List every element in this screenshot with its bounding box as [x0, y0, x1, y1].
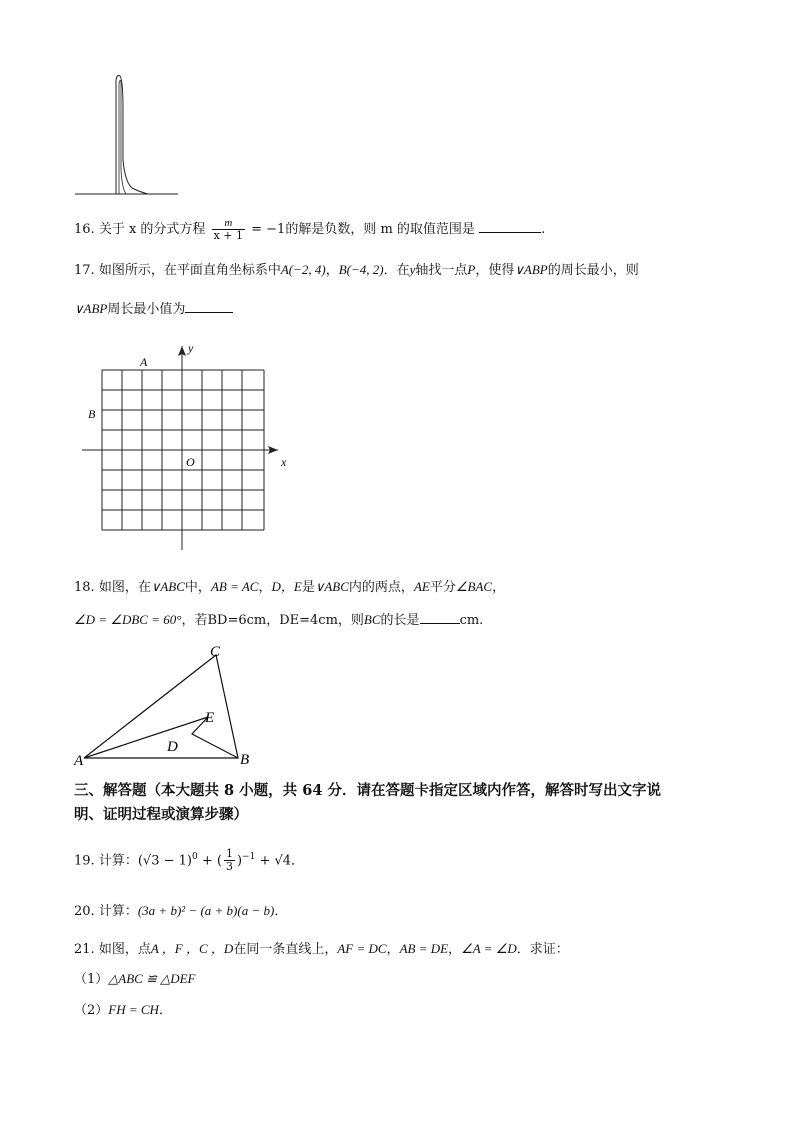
- q17-point-b: B(−4, 2): [338, 262, 384, 277]
- label-x: x: [281, 455, 287, 469]
- q20-number: 20.: [74, 904, 95, 919]
- q17-text-d: ，使得: [475, 263, 515, 278]
- q18-angle-eq: ∠D = ∠DBC = 60°: [74, 612, 182, 627]
- q19-expr-a: (√3 − 1): [137, 853, 192, 869]
- q21-points: A ，F ，C ，D: [150, 941, 234, 956]
- q18-text-e: 内的两点，: [348, 580, 414, 595]
- q18-unit: cm.: [459, 613, 484, 628]
- q18-lengths: BD=6cm，DE=4cm: [207, 613, 338, 628]
- q21-part-2-end: ．: [158, 1003, 172, 1018]
- q21-number: 21.: [74, 942, 95, 957]
- q17-y-var: y: [409, 262, 416, 277]
- q19-exp-neg1: −1: [242, 852, 256, 862]
- q19-expr-c: + √4: [255, 853, 292, 869]
- point-d: D: [167, 739, 178, 755]
- label-o: O: [186, 455, 195, 469]
- inner-path-a-e-d-b: [84, 717, 238, 758]
- q17-triangle-2: ∨ABP: [74, 301, 108, 316]
- q19-fraction: [224, 848, 235, 873]
- q20-text-pre: 计算：: [98, 904, 138, 919]
- q17-answer-blank[interactable]: [185, 298, 233, 313]
- q17-text-e: 的周长最小，则: [547, 263, 639, 278]
- q17-sep: ，: [325, 263, 339, 278]
- question-21-part-1: [74, 970, 196, 989]
- q18-text-l2c: ，则: [337, 613, 364, 628]
- q18-points-de: D，E: [271, 579, 302, 594]
- section-3-line-1: 三、解答题（本大题共 8 小题，共 64 分．请在答题卡指定区域内作答，解答时写出文字说: [74, 782, 661, 799]
- q18-text-b: 中，: [184, 580, 211, 595]
- partial-figure-top: [70, 70, 190, 200]
- vertex-b: B: [240, 752, 250, 768]
- q20-end: ．: [274, 904, 288, 919]
- q17-number: 17.: [74, 263, 95, 278]
- q19-text-pre: 计算：: [98, 853, 138, 869]
- q20-expression: (3a + b)² − (a + b)(a − b): [137, 903, 275, 918]
- triangle-figure: [72, 640, 262, 770]
- q19-fraction-numerator: 1: [225, 847, 233, 861]
- q18-answer-blank[interactable]: [420, 609, 460, 624]
- q19-fraction-denominator: 3: [225, 860, 233, 874]
- coordinate-grid-figure: [78, 340, 298, 555]
- q17-point-a: A(−2, 4): [280, 262, 326, 277]
- vertex-c: C: [210, 644, 221, 660]
- q19-end: ．: [291, 853, 305, 869]
- q21-text-c: ．求证：: [516, 942, 569, 957]
- q18-angle: ∠BAC: [455, 579, 493, 594]
- q16-fraction: [212, 217, 245, 242]
- q17-text-c: 轴找一点: [415, 263, 468, 278]
- label-a: A: [140, 355, 148, 369]
- section-3-line-2: 明、证明过程或演算步骤）: [74, 806, 248, 823]
- question-16: [74, 217, 545, 242]
- q18-text-l2b: ，若: [181, 613, 208, 628]
- q21-text-a: 如图，点: [98, 942, 151, 957]
- question-20: [74, 902, 287, 921]
- q16-text-post: 的解是负数，则 m 的取值范围是: [285, 222, 475, 237]
- question-19: [74, 848, 304, 873]
- q17-triangle-1: ∨ABP: [514, 262, 548, 277]
- q18-text-l2d: 的长是: [380, 613, 420, 628]
- question-18-line-1: [74, 578, 505, 597]
- q19-exp-0: 0: [191, 852, 198, 862]
- q16-text-pre: 关于 x 的分式方程: [98, 222, 206, 237]
- q16-answer-blank[interactable]: [479, 218, 541, 233]
- triangle-outline: [84, 655, 238, 758]
- q18-text-c: ，: [258, 580, 272, 595]
- q16-equals: = −1: [251, 222, 286, 237]
- q17-p-var: P: [467, 262, 476, 277]
- label-b: B: [88, 407, 96, 421]
- q21-sep-2: ，: [448, 942, 462, 957]
- q21-part-2-number: （2）: [74, 1003, 109, 1018]
- q21-text-b: 在同一条直线上，: [233, 942, 338, 957]
- question-18-line-2: [74, 609, 483, 630]
- q18-bc: BC: [363, 612, 381, 627]
- q18-text-d: 是: [301, 580, 315, 595]
- point-e: E: [205, 710, 215, 726]
- q17-text-b: ．在: [383, 263, 410, 278]
- q19-number: 19.: [74, 853, 95, 869]
- q18-equality: AB = AC: [210, 579, 259, 594]
- q16-fraction-numerator: m: [212, 217, 245, 230]
- q16-end: .: [541, 222, 546, 237]
- q19-expr-b: ): [236, 853, 243, 869]
- q16-number: 16.: [74, 222, 95, 237]
- q17-text-a: 如图所示，在平面直角坐标系中: [98, 263, 281, 278]
- q18-text-g: ，: [492, 580, 506, 595]
- q21-part-1-number: （1）: [74, 972, 109, 987]
- question-17-line-2: [74, 298, 233, 319]
- vertex-a: A: [74, 753, 84, 769]
- q21-cond-3: ∠A = ∠D: [461, 941, 517, 956]
- q21-cond-1: AF = DC: [337, 941, 387, 956]
- question-21-part-2: [74, 1001, 172, 1020]
- q21-part-2-text: FH = CH: [108, 1002, 159, 1017]
- q21-part-1-text: △ABC ≌ △DEF: [108, 971, 196, 986]
- q21-sep-1: ，: [386, 942, 400, 957]
- label-y: y: [188, 341, 194, 355]
- q18-ae: AE: [413, 579, 430, 594]
- q18-text-f: 平分: [429, 580, 456, 595]
- q18-number: 18.: [74, 580, 95, 595]
- q19-plus: + (: [197, 853, 222, 869]
- section-3-heading: [74, 779, 724, 827]
- question-21: [74, 940, 569, 959]
- q16-fraction-denominator: x + 1: [213, 229, 243, 242]
- q18-triangle-b: ∨ABC: [314, 579, 349, 594]
- q18-text-a: 如图，在: [98, 580, 151, 595]
- q18-triangle: ∨ABC: [150, 579, 185, 594]
- question-17-line-1: [74, 261, 639, 280]
- q21-cond-2: AB = DE: [399, 941, 449, 956]
- q17-text-line2: 周长最小值为: [107, 302, 186, 317]
